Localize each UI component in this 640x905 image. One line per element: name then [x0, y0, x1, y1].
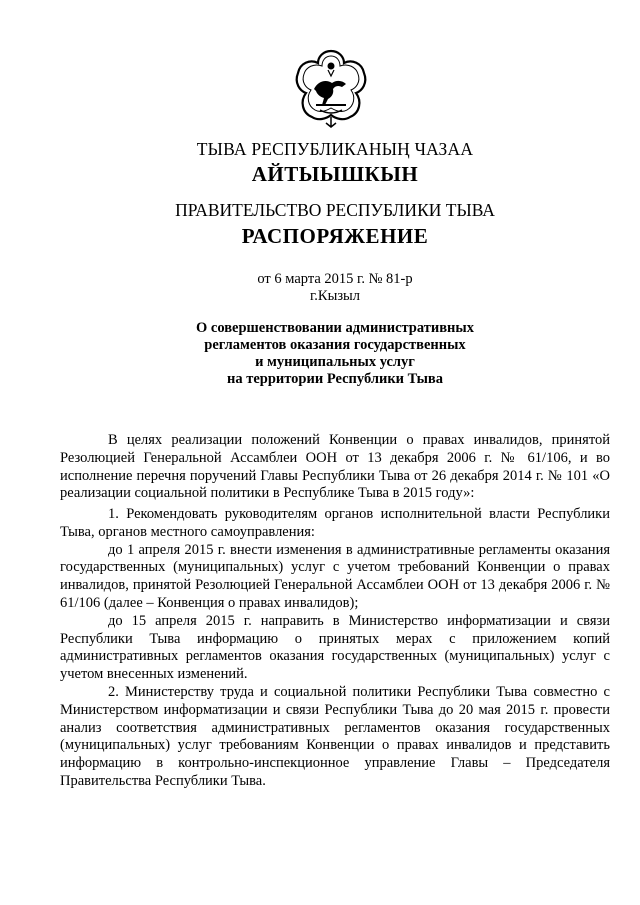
ru-authority-heading: ПРАВИТЕЛЬСТВО РЕСПУБЛИКИ ТЫВА [175, 200, 495, 220]
tuva-authority-heading: ТЫВА РЕСПУБЛИКАНЫҢ ЧАЗАА [196, 139, 474, 159]
title-line: и муниципальных услуг [255, 354, 415, 370]
item-paragraph: до 15 апреля 2015 г. направить в Министерство информатизации и связи Республики Тыва информацию о принятых мерах с приложением копий административных регламентов оказания государственных (муниципальных) услуг с учетом внесенных изменений. [60, 612, 610, 683]
date-number: от 6 марта 2015 г. № 81-р [257, 271, 413, 287]
preamble-block [60, 432, 610, 503]
ru-doc-type-heading: РАСПОРЯЖЕНИЕ [241, 224, 429, 248]
title-line: О совершенствовании административных [196, 320, 474, 336]
item-paragraph: 1. Рекомендовать руководителям органов исполнительной власти Республики Тыва, органов местного самоуправления: [60, 506, 610, 540]
tuva-doc-type-heading: АЙТЫЫШКЫН [251, 162, 419, 186]
preamble-paragraph: В целях реализации положений Конвенции о правах инвалидов, принятой Резолюцией Генеральной Ассамблеи ООН от 13 декабря 2006 г. № 61/106, и во исполнение перечня поручений Главы Республики Тыва от 26 декабря 2014 г. № 101 «О реализации социальной политики в Республике Тыва в 2015 году»: [60, 432, 610, 502]
item-paragraph: до 1 апреля 2015 г. внести изменения в административные регламенты оказания государственных (муниципальных) услуг с учетом требований Конвенции о правах инвалидов, принятой Резолюцией Генеральной Ассамблеи ООН от 13 декабря 2006 г. № 61/106 (далее – Конвенция о правах инвалидов); [60, 541, 610, 611]
items-block [60, 506, 610, 791]
title-line: на территории Республики Тыва [226, 371, 444, 387]
coat-of-arms-icon [292, 47, 370, 133]
document-title [60, 320, 610, 388]
item-paragraph: 2. Министерству труда и социальной политики Республики Тыва совместно с Министерством информатизации и связи Республики Тыва до 20 мая 2015 г. провести анализ соответствия административных регламентов оказания государственных (муниципальных) услуг требованиям Конвенции о правах инвалидов и представить информацию в контрольно-инспекционное управление Главы – Председателя Правительства Республики Тыва. [60, 683, 610, 789]
city: г.Кызыл [309, 288, 361, 304]
title-line: регламентов оказания государственных [204, 337, 466, 353]
